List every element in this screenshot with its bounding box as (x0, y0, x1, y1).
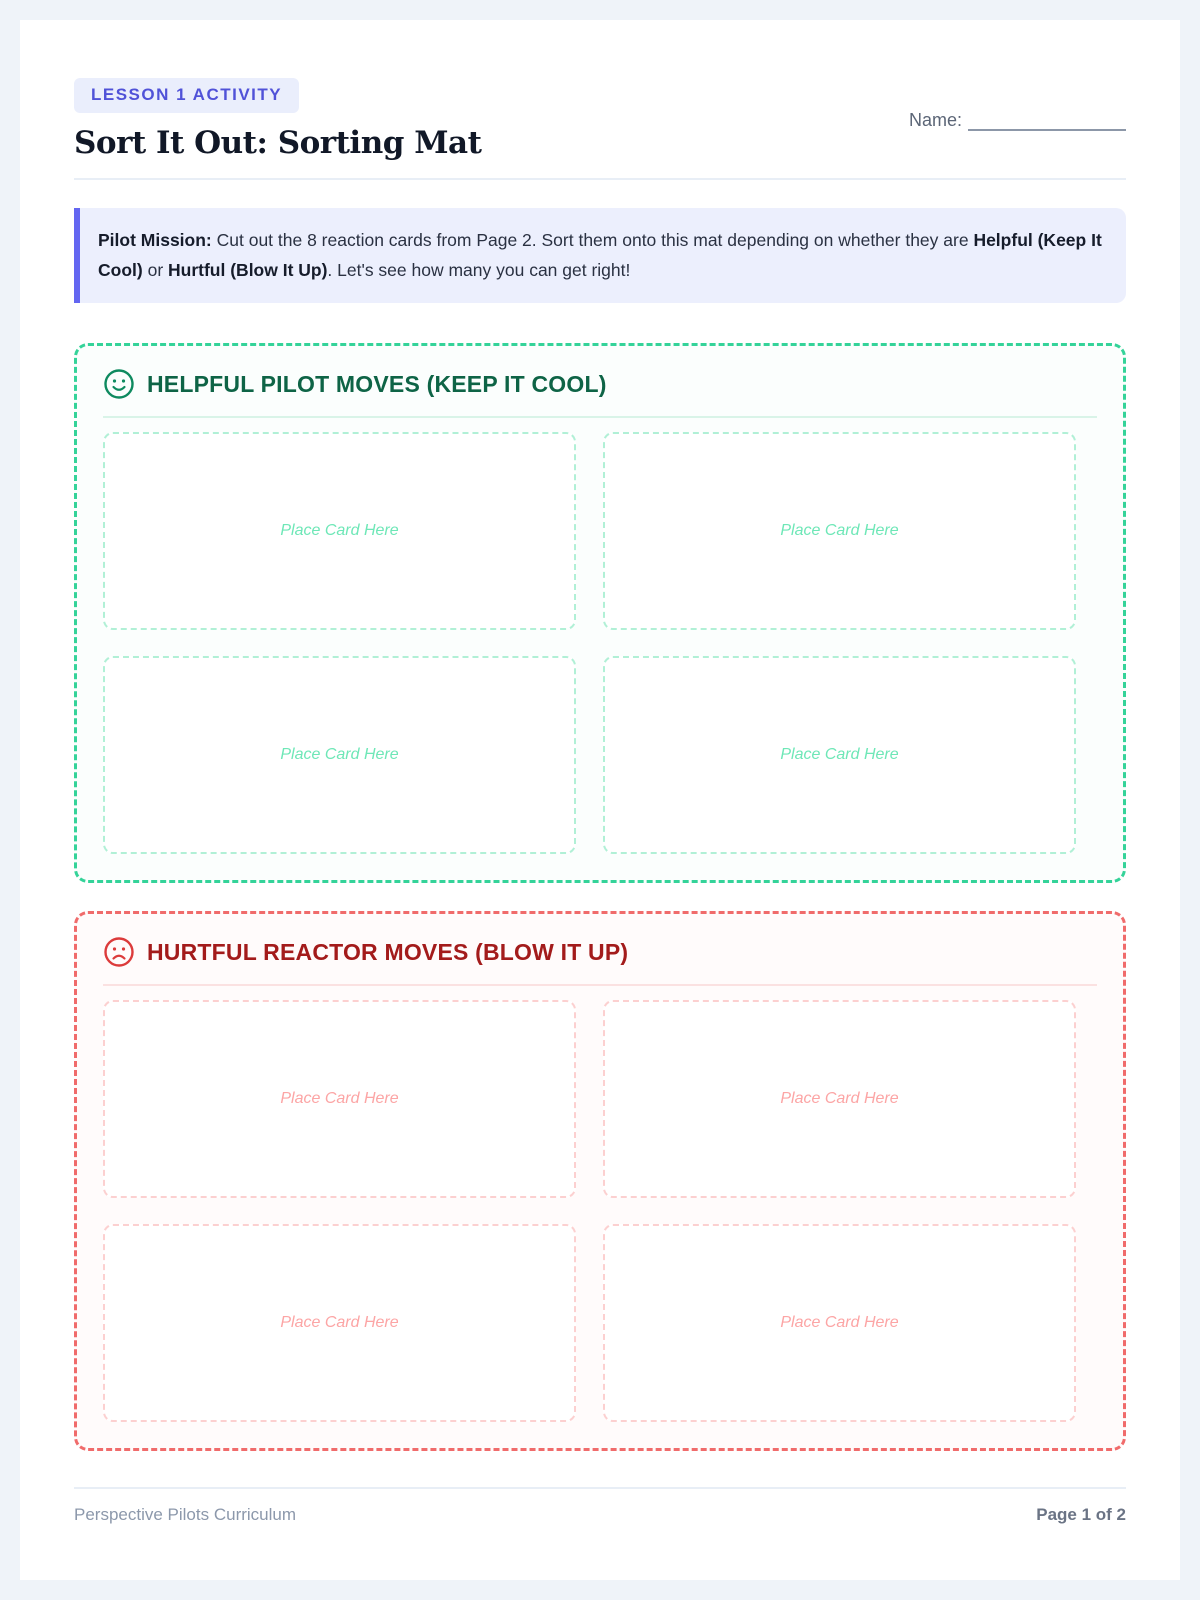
helpful-zone-title: HELPFUL PILOT MOVES (KEEP IT COOL) (147, 370, 607, 397)
hurtful-zone-title: HURTFUL REACTOR MOVES (BLOW IT UP) (147, 938, 629, 965)
smiley-face-icon (103, 368, 135, 400)
mission-helpful-term: Helpful (Keep It Cool) (98, 230, 1102, 280)
helpful-card-slots (103, 432, 1097, 854)
card-slot[interactable]: Place Card Here (603, 656, 1076, 854)
mission-hurtful-term: Hurtful (Blow It Up) (168, 260, 328, 280)
mission-instructions (74, 208, 1126, 303)
card-slot[interactable]: Place Card Here (603, 432, 1076, 630)
frowning-face-icon (103, 936, 135, 968)
card-slot[interactable]: Place Card Here (103, 1224, 576, 1422)
worksheet-page (20, 20, 1180, 1580)
page-footer (74, 1487, 1126, 1525)
name-field (909, 110, 1126, 131)
hurtful-card-slots (103, 1000, 1097, 1422)
hurtful-zone (74, 911, 1126, 1451)
helpful-zone (74, 343, 1126, 883)
lesson-badge: LESSON 1 ACTIVITY (74, 78, 299, 113)
name-label: Name: (908, 110, 962, 130)
mission-text-1: Cut out the 8 reaction cards from Page 2. Sort them onto this mat depending on whether they are (211, 230, 974, 250)
mission-label: Pilot Mission: (98, 230, 212, 250)
page-number: Page 1 of 2 (1036, 1505, 1126, 1524)
card-slot[interactable]: Place Card Here (103, 432, 576, 630)
card-slot[interactable]: Place Card Here (103, 656, 576, 854)
mission-text-2: . Let's see how many you can get right! (327, 260, 631, 280)
mission-or: or (142, 260, 169, 280)
helpful-zone-header (103, 370, 1097, 418)
card-slot[interactable]: Place Card Here (603, 1224, 1076, 1422)
name-blank-line[interactable] (968, 111, 1126, 131)
card-slot[interactable]: Place Card Here (603, 1000, 1076, 1198)
card-slot[interactable]: Place Card Here (103, 1000, 576, 1198)
worksheet-header (74, 78, 1126, 180)
hurtful-zone-header (103, 938, 1097, 986)
curriculum-name: Perspective Pilots Curriculum (74, 1505, 297, 1524)
page-title: Sort It Out: Sorting Mat (74, 125, 482, 161)
